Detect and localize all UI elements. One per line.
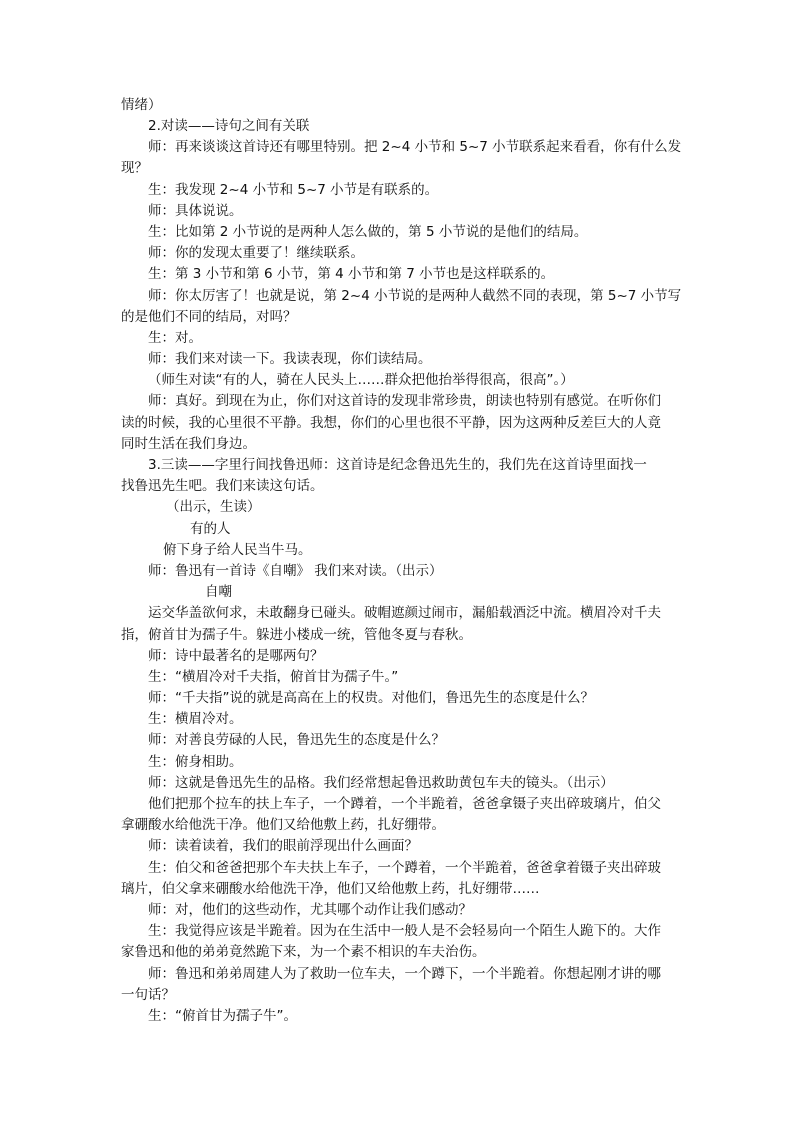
text-line: 生：“横眉冷对千夫指，俯首甘为孺子牛。” — [148, 669, 399, 685]
text-line: 师：具体说说。 — [148, 203, 243, 219]
text-line: 生：“俯首甘为孺子牛”。 — [148, 1008, 297, 1024]
text-line: 生：我发现 2~4 小节和 5~7 小节是有联系的。 — [148, 182, 439, 198]
text-line: 师：真好。到现在为止，你们对这首诗的发现非常珍贵，朗读也特别有感觉。在听你们 — [148, 393, 661, 409]
poem-line: 俯下身子给人民当牛马。 — [163, 542, 312, 558]
text-line: 读的时候，我的心里很不平静。我想，你们的心里也很不平静，因为这两种反差巨大的人竟 — [121, 415, 661, 431]
text-line: 师：你的发现太重要了！继续联系。 — [148, 245, 364, 261]
text-line: 师：你太厉害了！也就是说，第 2~4 小节说的是两种人截然不同的表现，第 5~7 小节写 — [148, 288, 682, 304]
text-line: 生：比如第 2 小节说的是两种人怎么做的，第 5 小节说的是他们的结局。 — [148, 224, 588, 240]
text-line: 生：第 3 小节和第 6 小节，第 4 小节和第 7 小节也是这样联系的。 — [148, 266, 555, 282]
text-line: 情绪） — [121, 97, 162, 113]
text-line: （出示，生读） — [166, 499, 261, 515]
poem-line: 运交华盖欲何求，未敢翻身已碰头。破帽遮颜过闹市，漏船载酒泛中流。横眉冷对千夫 — [148, 605, 661, 621]
section-heading: 2.对读——诗句之间有关联 — [148, 118, 310, 134]
text-line: 生：我觉得应该是半跪着。因为在生活中一般人是不会轻易向一个陌生人跪下的。大作 — [148, 923, 661, 939]
text-line: 师：对，他们的这些动作，尤其哪个动作让我们感动？ — [148, 902, 472, 918]
poem-line: 指，俯首甘为孺子牛。躲进小楼成一统，管他冬夏与春秋。 — [121, 627, 472, 643]
text-line: 师：这就是鲁迅先生的品格。我们经常想起鲁迅救助黄包车夫的镜头。（出示） — [148, 775, 614, 791]
text-line: 师：鲁迅有一首诗《自嘲》 我们来对读。（出示） — [148, 563, 443, 579]
text-line: 师：读着读着，我们的眼前浮现出什么画面？ — [148, 838, 418, 854]
text-line: 生：俯身相助。 — [148, 754, 243, 770]
text-line: 一句话？ — [121, 987, 175, 1003]
text-line: 家鲁迅和他的弟弟竟然跪下来，为一个素不相识的车夫治伤。 — [121, 944, 486, 960]
text-line: 师：我们来对读一下。我读表现，你们读结局。 — [148, 351, 432, 367]
text-line: 师：“千夫指”说的就是高高在上的权贵。对他们，鲁迅先生的态度是什么？ — [148, 690, 594, 706]
text-line: 师：对善良劳碌的人民，鲁迅先生的态度是什么？ — [148, 732, 445, 748]
text-line: 师：再来谈谈这首诗还有哪里特别。把 2~4 小节和 5~7 小节联系起来看看，你有什么发 — [148, 139, 682, 155]
text-line: 生：伯父和爸爸把那个车夫扶上车子，一个蹲着，一个半跪着，爸爸拿着镊子夹出碎玻 — [148, 860, 661, 876]
text-line: 同时生活在我们身边。 — [121, 436, 256, 452]
text-line: 璃片，伯父拿来硼酸水给他洗干净，他们又给他敷上药，扎好绷带…… — [121, 881, 540, 897]
text-line: 找鲁迅先生吧。我们来读这句话。 — [121, 478, 324, 494]
text-line: 师：诗中最著名的是哪两句？ — [148, 648, 324, 664]
poem-title: 自嘲 — [205, 584, 232, 600]
text-line: （师生对读“有的人，骑在人民头上……群众把他抬举得很高，很高”。） — [148, 372, 574, 388]
text-line: 生：对。 — [148, 330, 202, 346]
text-line: 的是他们不同的结局，对吗？ — [121, 309, 297, 325]
quote-line: 他们把那个拉车的扶上车子，一个蹲着，一个半跪着，爸爸拿镊子夹出碎玻璃片，伯父 — [148, 796, 661, 812]
poem-line: 有的人 — [190, 521, 231, 537]
text-line: 现？ — [121, 160, 148, 176]
text-line: 生：横眉冷对。 — [148, 711, 243, 727]
quote-line: 拿硼酸水给他洗干净。他们又给他敷上药，扎好绷带。 — [121, 817, 445, 833]
text-line: 师：鲁迅和弟弟周建人为了救助一位车夫，一个蹲下，一个半跪着。你想起刚才讲的哪 — [148, 966, 661, 982]
section-heading: 3.三读——字里行间找鲁迅师：这首诗是纪念鲁迅先生的，我们先在这首诗里面找一 — [148, 457, 647, 473]
